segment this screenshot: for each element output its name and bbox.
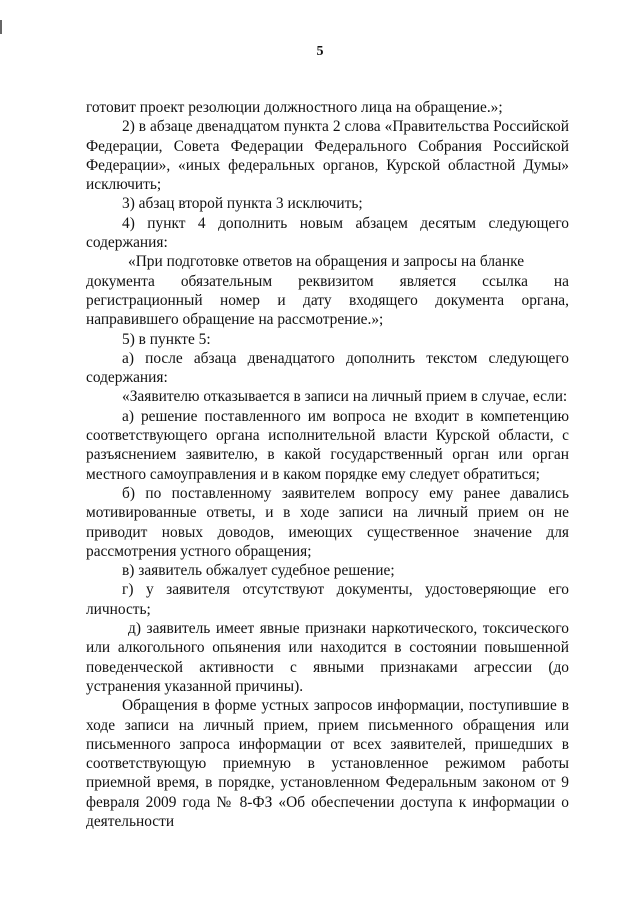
word: является <box>399 272 457 290</box>
paragraph-subitem-a: а) после абзаца двенадцатого дополнить текстом следующего содержания: <box>86 349 569 387</box>
scan-edge-mark <box>0 20 2 34</box>
paragraph-refusal-a: а) решение поставленного им вопроса не входит в компетенцию соответствующего органа исполнительной власти Курской области, с разъяснением заявителю, в какой государственный орган или орган местного самоуправления и в каком порядке ему следует обратиться; <box>86 407 569 483</box>
paragraph-quote-answers <box>86 252 569 329</box>
word: документа <box>86 272 155 290</box>
quote-answers-line-1: «При подготовке ответов на обращения и запросы на бланке <box>128 253 525 271</box>
quote-answers-line-2 <box>86 272 569 291</box>
word: реквизитом <box>298 272 374 290</box>
document-body <box>86 98 569 831</box>
paragraph-item-5: 5) в пункте 5: <box>122 330 211 348</box>
word: ссылка <box>482 272 528 290</box>
paragraph-refusal-d: д) заявитель имеет явные признаки наркотического, токсического или алкогольного опьянения или находится в состоянии повышенной поведенческой активности с явными признаками агрессии (до устранения указанной причины). <box>86 620 569 695</box>
paragraph-refusal-g: г) у заявителя отсутствуют документы, удостоверяющие его личность; <box>86 581 569 618</box>
paragraph-item-3: 3) абзац второй пункта 3 исключить; <box>122 195 363 213</box>
paragraph-item-4: 4) пункт 4 дополнить новым абзацем десятым следующего содержания: <box>86 214 569 252</box>
page-number: 5 <box>316 44 324 59</box>
word: на <box>553 272 569 290</box>
paragraph-oral-requests: Обращения в форме устных запросов информации, поступившие в ходе записи на личный прием, прием письменного обращения или письменного запроса информации от всех заявителей, пришедших в соответствующую приемную в установленное режимом работы приемной время, в порядке, установленном Федеральным законом от 9 февраля 2009 года № 8-ФЗ «Об обеспечении доступа к информации о деятельности <box>86 697 569 830</box>
paragraph-item-2: 2) в абзаце двенадцатом пункта 2 слова «Правительства Российской Федерации, Совета Федерации Федерального Собрания Российской Федерации», «иных федеральных органов, Курской областной Думы» исключить; <box>86 118 569 194</box>
paragraph-refusal-v: в) заявитель обжалует судебное решение; <box>122 562 395 580</box>
quote-answers-rest: регистрационный номер и дату входящего документа органа, направившего обращение на рассмотрение.»; <box>86 291 569 329</box>
word: обязательным <box>180 272 273 290</box>
paragraph-refusal-intro: «Заявителю отказывается в записи на личный прием в случае, если: <box>122 388 568 406</box>
paragraph-continuation: готовит проект резолюции должностного лица на обращение.»; <box>86 99 503 116</box>
paragraph-refusal-b: б) по поставленному заявителем вопросу ему ранее давались мотивированные ответы, и в ходе записи на личный прием он не приводит новых доводов, имеющих существенное значение для рассмотрения устного обращения; <box>86 484 569 560</box>
